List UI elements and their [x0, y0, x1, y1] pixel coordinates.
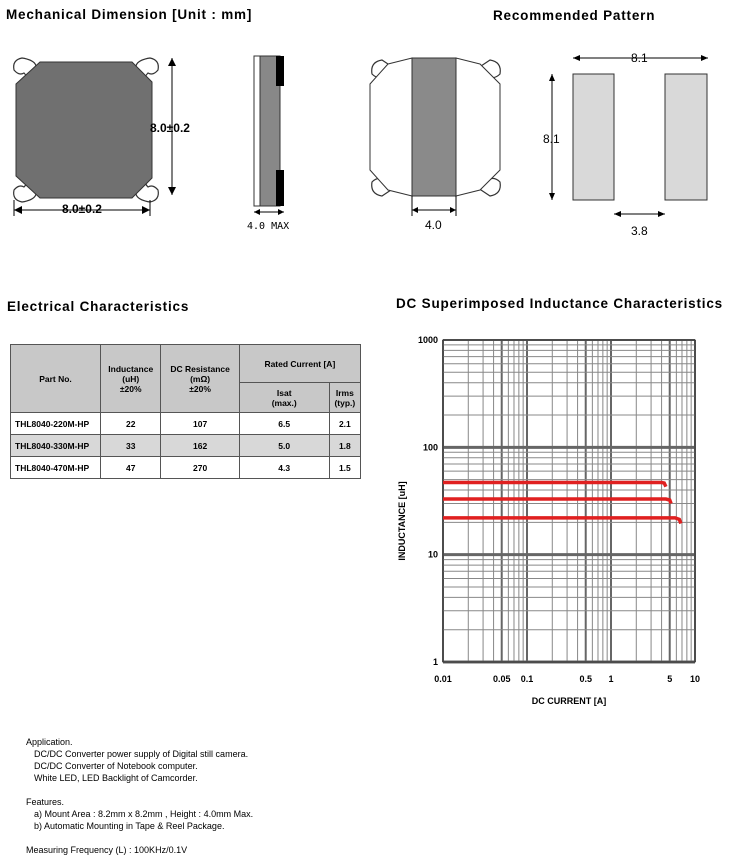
notes-section — [26, 736, 253, 856]
x-tick-label: 0.1 — [520, 674, 534, 684]
pad-right — [665, 74, 707, 200]
x-tick-label: 5 — [667, 674, 673, 684]
x-tick-label: 0.01 — [434, 674, 452, 684]
application-title: Application. — [26, 737, 73, 747]
electrical-characteristics-table — [10, 344, 361, 479]
inductance-curve — [443, 483, 666, 487]
electrical-characteristics-title: Electrical Characteristics — [7, 299, 190, 314]
header-part-no: Part No. — [11, 345, 101, 413]
header-inductance: Inductance (uH) ±20% — [101, 345, 161, 413]
feature-item: a) Mount Area : 8.2mm x 8.2mm , Height : 4.0mm Max. — [34, 809, 254, 819]
height-dimension-label: 8.0±0.2 — [150, 121, 190, 135]
measuring-frequency: Measuring Frequency (L) : 100KHz/0.1V — [26, 845, 188, 855]
plot-frame — [443, 340, 695, 662]
table-row: THL8040-330M-HP 33 162 5.0 1.8 — [11, 435, 361, 457]
recommended-pattern-title: Recommended Pattern — [493, 8, 656, 23]
header-isat: Isat (max.) — [239, 383, 329, 413]
dc-superimposed-chart — [380, 325, 730, 715]
feature-item: b) Automatic Mounting in Tape & Reel Package. — [34, 821, 225, 831]
pattern-gap-label: 3.8 — [631, 224, 648, 238]
top-view-body — [16, 62, 152, 198]
side-dimension-label: 4.0 MAX — [247, 221, 290, 232]
x-tick-label: 10 — [689, 674, 701, 684]
width-dimension-label: 8.0±0.2 — [62, 202, 102, 216]
pad-left — [573, 74, 614, 200]
y-tick-label: 10 — [427, 549, 438, 560]
pattern-height-label: 8.1 — [543, 132, 560, 146]
side-view-drawing — [240, 50, 300, 230]
table-row: THL8040-470M-HP 47 270 4.3 1.5 — [11, 457, 361, 479]
mechanical-dimension-title: Mechanical Dimension [Unit : mm] — [6, 7, 253, 22]
bottom-dimension-label: 4.0 — [425, 218, 442, 232]
bottom-view-drawing — [360, 50, 520, 230]
x-tick-label: 0.05 — [492, 674, 511, 684]
y-tick-label: 1 — [432, 657, 438, 667]
y-tick-label: 100 — [422, 442, 438, 453]
x-tick-label: 0.5 — [579, 674, 592, 684]
x-axis-label: DC CURRENT [A] — [531, 696, 607, 706]
dc-superimposed-title: DC Superimposed Inductance Characteristics — [396, 296, 723, 311]
inductance-curve — [443, 499, 671, 504]
y-tick-label: 1000 — [417, 335, 438, 345]
header-dc-resistance: DC Resistance (mΩ) ±20% — [161, 345, 239, 413]
application-item: DC/DC Converter of Notebook computer. — [34, 761, 198, 771]
features-title: Features. — [26, 797, 65, 807]
pattern-width-label: 8.1 — [631, 51, 648, 65]
table-row: THL8040-220M-HP 22 107 6.5 2.1 — [11, 413, 361, 435]
recommended-pattern-drawing — [530, 40, 730, 240]
header-irms: Irms (typ.) — [329, 383, 360, 413]
application-item: White LED, LED Backlight of Camcorder. — [34, 773, 198, 783]
x-tick-label: 1 — [608, 674, 614, 684]
y-axis-label: INDUCTANCE [uH] — [397, 481, 407, 561]
header-rated-current: Rated Current [A] — [239, 345, 360, 383]
application-item: DC/DC Converter power supply of Digital still camera. — [34, 749, 249, 759]
